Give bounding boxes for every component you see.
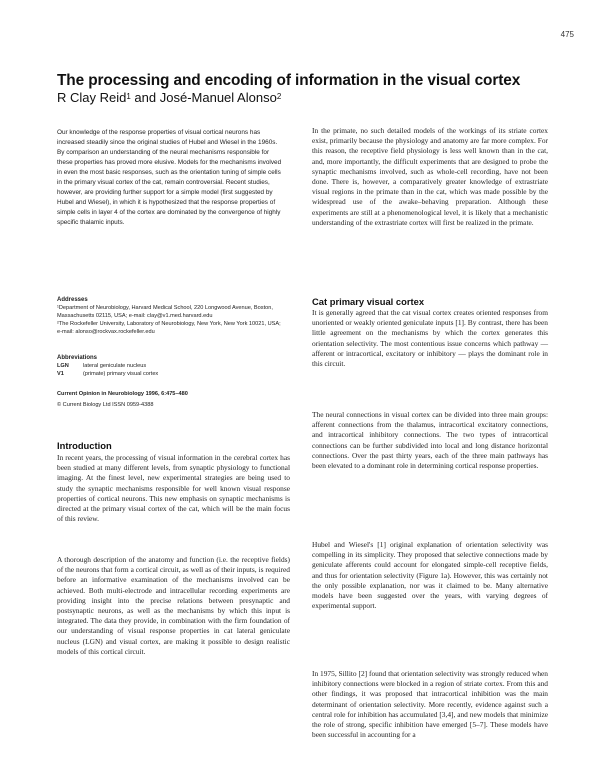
author-1-affiliation-mark: 1 — [126, 92, 131, 101]
author-1: R Clay Reid — [57, 90, 127, 105]
abstract: Our knowledge of the response properties of visual cortical neurons has increased steadily since the original studies of Hubel and Wiesel in the 1960s. By comparison an understanding of the neural mechanisms responsible for these properties has proved more elusive. Models for the mechanisms involved in even the most basic responses, such as the orientation tuning of simple cells in the primary visual cortex of the cat, remain controversial. Recent studies, however, are providing further support for a simple model (first suggested by Hubel and Wiesel), in which it is hypothesized that the response properties of simple cells in layer 4 of the cortex are dominated by the convergence of highly specific thalamic inputs. — [57, 129, 282, 226]
body-paragraph-5: In 1975, Sillito [2] found that orientation selectivity was strongly reduced when inhibitory connections were blocked in a region of striate cortex. From this and other findings, it was proposed that intracortical inhibition was the main determinant of orientation selectivity. More recently, evidence against such a central role for inhibition has accumulated [3,4], and new models that minimize the role of strong, specific inhibition have emerged [5–7]. These models have been successful in accounting for a — [312, 669, 548, 740]
body-paragraph-4: Hubel and Wiesel's [1] original explanation of orientation selectivity was compelling in its simplicity. They proposed that selective connections made by geniculate afferents could account for elongated simple-cell receptive fields, and thus for orientation selectivity (Figure 1a). However, this was certainly not the only possible explanation, nor was it claimed to be. Many alternative models have been suggested over the years, with varying degrees of experimental support. — [312, 540, 548, 611]
abbreviation-row — [57, 362, 282, 370]
body-paragraph-1: In the primate, no such detailed models of the workings of its striate cortex exist, primarily because the physiology and anatomy are far more complex. For this reason, the receptive field physiology is less well known than in the cat, and, more importantly, the difficult experiments that are designed to probe the synaptic mechanisms involved, such as whole-cell recording, have not been done. There is, however, a comparatively greater knowledge of extrastriate visual regions in the primate than in the cat, which was made possible by the widespread use of the awake–behaving preparation. Although these experiments are still at a phenomenological level, it is likely that a mechanistic understanding of the extrastriate cortex will first be realized in the primate. — [312, 126, 548, 227]
address-1: ¹Department of Neurobiology, Harvard Medical School, 220 Longwood Avenue, Boston, Massachusetts 02115, USA; e-mail: clay@v1.med.harvard.edu — [57, 305, 273, 319]
abbreviation-term: V1 — [57, 371, 64, 377]
author-line — [57, 90, 577, 106]
title-block — [57, 72, 577, 106]
addresses-heading: Addresses — [57, 297, 88, 303]
abbreviation-row — [57, 370, 282, 378]
author-2: José-Manuel Alonso — [159, 90, 277, 105]
introduction-paragraph-2: A thorough description of the anatomy and function (i.e. the receptive fields) of the neurons that form a cortical circuit, as well as of their inputs, is required before an informative examination of the mechanisms involved can be achieved. Both multi-electrode and intracellular recording experiments are providing insight into the precise relations between presynaptic and postsynaptic neurons, as well as the mechanisms by which this input is integrated. The data they provide, in combination with the firm foundation of our understanding of visual response properties in cat lateral geniculate nucleus (LGN) and visual cortex, are making it possible to design realistic models of this cortical circuit. — [57, 555, 290, 656]
journal-info — [57, 390, 282, 409]
abbreviation-definition: (primate) primary visual cortex — [83, 371, 159, 377]
article-title: The processing and encoding of information in the visual cortex — [57, 72, 521, 89]
section-heading-cat-v1: Cat primary visual cortex — [312, 296, 425, 307]
author-2-affiliation-mark: 2 — [276, 92, 282, 101]
addresses-block — [57, 296, 282, 336]
abbreviations-block — [57, 354, 282, 378]
copyright-line: © Current Biology Ltd ISSN 0959-4388 — [57, 402, 154, 408]
introduction-heading: Introduction — [57, 440, 112, 451]
abbreviation-term: LGN — [57, 363, 69, 369]
abbreviation-definition: lateral geniculate nucleus — [83, 363, 147, 369]
body-paragraph-3: The neural connections in visual cortex can be divided into three main groups: afferent connections from the thalamus, intracortical excitatory connections, and intracortical inhibitory connections. The two types of intracortical connections can be further subdivided into local and long distance horizontal connections. Over the past thirty years, each of the three main pathways has been elevated to a dominant role in determining cortical response properties. — [312, 410, 548, 471]
journal-citation: Current Opinion in Neurobiology 1996, 6:475–480 — [57, 391, 188, 397]
address-2: ²The Rockefeller University, Laboratory of Neurobiology, New York, New York 10021, USA; e-mail: alonso@rockvax.rockefeller.edu — [57, 321, 281, 335]
abbreviations-heading: Abbreviations — [57, 355, 98, 361]
page-number: 475 — [560, 30, 574, 39]
author-separator: and — [130, 90, 160, 105]
introduction-paragraph-1: In recent years, the processing of visual information in the cerebral cortex has been studied at many different levels, from synaptic physiology to functional imaging. At the finest level, new experimental strategies are being used to study the synaptic mechanisms responsible for well known visual response properties of cortical neurons. This new emphasis on synaptic mechanisms is directed at the primary visual cortex of the cat, which will be the main focus of this review. — [57, 453, 290, 524]
body-paragraph-2: It is generally agreed that the cat visual cortex creates oriented responses from unoriented or weakly oriented geniculate inputs [1]. By contrast, there has been little agreement on the mechanisms by which the cortex generates this orientation selectivity. The most contentious issue concerns which pathway — afferent or intracortical, excitatory or inhibitory — plays the dominant role in this circuit. — [312, 308, 548, 369]
